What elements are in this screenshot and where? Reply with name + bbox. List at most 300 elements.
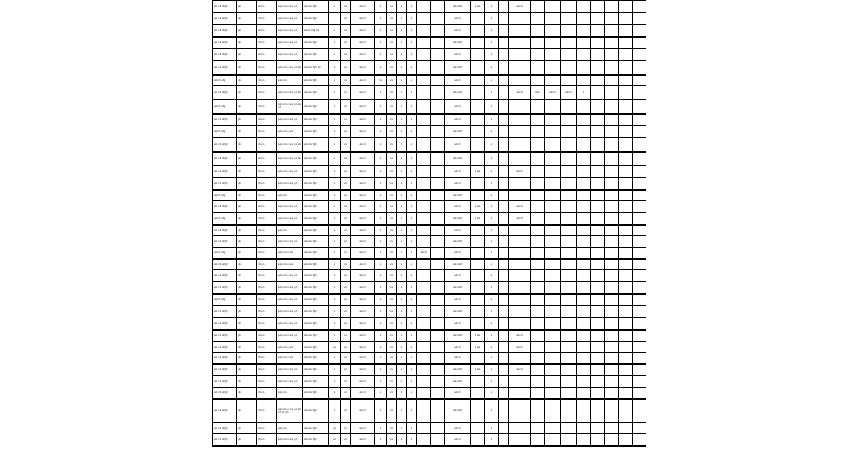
table-cell: [591, 190, 605, 201]
table-cell: pqrs tuv wx yz: [277, 166, 303, 178]
table-cell: x: [485, 364, 499, 376]
table-cell: abcd: [445, 270, 471, 282]
table-cell: abcd: [445, 25, 471, 37]
table-cell: xx: [341, 201, 351, 213]
table-cell: [499, 364, 509, 376]
table-row: [213, 376, 647, 388]
table-cell: ab cd efgh: [213, 37, 237, 49]
table-cell: x: [375, 376, 387, 388]
table-cell: [577, 213, 591, 225]
table-cell: [591, 282, 605, 294]
table-cell: x: [407, 100, 417, 114]
table-cell: [561, 259, 577, 270]
table-cell: pqrs tuv wx yz: [277, 25, 303, 37]
table-cell: [431, 75, 445, 86]
table-cell: [531, 423, 545, 434]
table-cell: [545, 75, 561, 86]
table-cell: abcdef: [445, 86, 471, 100]
table-cell: [417, 126, 431, 138]
table-cell: [619, 49, 633, 61]
table-cell: [509, 13, 531, 25]
table-cell: [633, 330, 647, 342]
table-cell: pqrs tuv wx yz: [277, 114, 303, 126]
table-cell: x: [485, 114, 499, 126]
table-cell: [577, 318, 591, 330]
table-cell: [499, 318, 509, 330]
table-cell: [499, 423, 509, 434]
table-cell: abcde fgh: [303, 49, 329, 61]
table-cell: x: [329, 61, 341, 75]
table-cell: x: [375, 236, 387, 248]
table-cell: [417, 61, 431, 75]
table-cell: lmno: [257, 86, 277, 100]
table-cell: [605, 126, 619, 138]
table-cell: abcd: [545, 86, 561, 100]
table-row: [213, 178, 647, 190]
table-cell: x: [485, 25, 499, 37]
table-cell: x: [407, 330, 417, 342]
table-cell: x: [485, 37, 499, 49]
table-cell: [499, 236, 509, 248]
table-cell: abcde fgh: [303, 201, 329, 213]
table-cell: abcdef: [445, 282, 471, 294]
table-cell: x: [375, 306, 387, 318]
table-cell: [471, 25, 485, 37]
table-cell: [431, 423, 445, 434]
table-cell: abcde fgh ijk: [303, 61, 329, 75]
table-cell: [561, 270, 577, 282]
table-cell: xx: [329, 342, 341, 353]
table-cell: [431, 25, 445, 37]
table-cell: abcd: [445, 49, 471, 61]
table-cell: x: [329, 75, 341, 86]
table-cell: [619, 37, 633, 49]
table-cell: [561, 152, 577, 166]
table-cell: xx: [329, 434, 341, 446]
table-cell: [577, 259, 591, 270]
table-cell: [531, 330, 545, 342]
table-cell: xx: [341, 434, 351, 446]
table-cell: x: [397, 213, 407, 225]
table-cell: [633, 61, 647, 75]
table-cell: x: [329, 100, 341, 114]
table-cell: [605, 294, 619, 306]
table-cell: abcd: [351, 282, 375, 294]
table-cell: x: [375, 114, 387, 126]
table-cell: ijk: [237, 388, 257, 399]
table-cell: [417, 376, 431, 388]
table-cell: x: [407, 213, 417, 225]
table-cell: [545, 138, 561, 152]
table-cell: pqrs tuv wx yz ab: [277, 86, 303, 100]
table-cell: [471, 376, 485, 388]
table-cell: [605, 342, 619, 353]
table-cell: abcdef: [445, 376, 471, 388]
table-cell: ab cd efgh: [213, 306, 237, 318]
table-cell: [619, 236, 633, 248]
table-cell: pqrs tuv wx yz ab: [277, 61, 303, 75]
table-cell: ijk: [237, 434, 257, 446]
table-cell: x: [397, 25, 407, 37]
table-cell: [431, 364, 445, 376]
table-cell: xx: [341, 178, 351, 190]
table-cell: [561, 13, 577, 25]
table-cell: x: [485, 330, 499, 342]
table-cell: x: [397, 75, 407, 86]
table-cell: abcd: [445, 342, 471, 353]
table-cell: [577, 75, 591, 86]
table-cell: [561, 318, 577, 330]
table-cell: [633, 318, 647, 330]
table-cell: [605, 318, 619, 330]
table-cell: xx: [341, 236, 351, 248]
table-cell: abcd: [445, 353, 471, 364]
table-row: [213, 166, 647, 178]
table-cell: [471, 37, 485, 49]
table-cell: [471, 100, 485, 114]
table-cell: [619, 342, 633, 353]
table-cell: [605, 399, 619, 423]
table-cell: ab cd efgh: [213, 236, 237, 248]
table-cell: xx: [387, 178, 397, 190]
table-cell: x: [485, 434, 499, 446]
table-cell: abcde fgh: [303, 330, 329, 342]
table-cell: [561, 236, 577, 248]
table-cell: x: [329, 282, 341, 294]
table-cell: [471, 353, 485, 364]
table-cell: [431, 1, 445, 13]
table-cell: [545, 166, 561, 178]
table-row: [213, 86, 647, 100]
table-cell: lmno: [257, 152, 277, 166]
table-cell: pqrs tu: [277, 190, 303, 201]
table-cell: [531, 152, 545, 166]
table-cell: abcdef: [445, 306, 471, 318]
table-cell: [531, 248, 545, 259]
table-cell: [471, 248, 485, 259]
table-cell: abcdef: [445, 259, 471, 270]
table-cell: x: [329, 37, 341, 49]
table-cell: abcd: [445, 388, 471, 399]
table-cell: [417, 178, 431, 190]
table-cell: [577, 388, 591, 399]
table-cell: [591, 434, 605, 446]
table-cell: [545, 100, 561, 114]
table-cell: x: [485, 61, 499, 75]
table-cell: [591, 201, 605, 213]
table-cell: ab cd efgh: [213, 330, 237, 342]
table-cell: xx: [341, 306, 351, 318]
table-cell: x: [375, 178, 387, 190]
table-cell: [619, 201, 633, 213]
table-cell: x: [375, 388, 387, 399]
table-cell: [577, 423, 591, 434]
table-cell: [605, 213, 619, 225]
table-cell: abcdef: [445, 126, 471, 138]
table-cell: xx: [387, 152, 397, 166]
table-cell: ab cd efgh: [213, 423, 237, 434]
table-cell: [545, 225, 561, 236]
table-cell: [619, 330, 633, 342]
table-cell: abcde fgh: [303, 75, 329, 86]
table-cell: x: [485, 318, 499, 330]
table-cell: [561, 330, 577, 342]
table-cell: pqrs tuv wx yz: [277, 49, 303, 61]
table-cell: abcd: [445, 434, 471, 446]
table-cell: lmno: [257, 364, 277, 376]
table-cell: [499, 178, 509, 190]
table-cell: x: [375, 270, 387, 282]
table-cell: abcde fgh: [303, 225, 329, 236]
table-cell: x: [577, 86, 591, 100]
table-cell: x: [485, 423, 499, 434]
table-cell: abcd: [445, 100, 471, 114]
table-cell: [417, 399, 431, 423]
table-cell: [561, 49, 577, 61]
table-cell: ab cd efgh: [213, 342, 237, 353]
table-cell: pqrs tuv wx yz ab cd ef gh: [277, 399, 303, 423]
table-cell: [619, 270, 633, 282]
table-cell: xx: [341, 353, 351, 364]
table-cell: [431, 190, 445, 201]
table-cell: [471, 152, 485, 166]
table-cell: abcdef: [445, 37, 471, 49]
table-cell: [591, 248, 605, 259]
table-cell: [605, 353, 619, 364]
table-cell: [577, 190, 591, 201]
table-cell: abcd: [351, 1, 375, 13]
table-cell: xx: [341, 152, 351, 166]
table-cell: x: [329, 330, 341, 342]
table-cell: [545, 342, 561, 353]
table-cell: [619, 126, 633, 138]
table-cell: x: [397, 86, 407, 100]
table-cell: ab cd efgh: [213, 114, 237, 126]
table-cell: [499, 270, 509, 282]
table-cell: [417, 330, 431, 342]
table-cell: [633, 236, 647, 248]
table-cell: pqrs tu: [277, 388, 303, 399]
table-cell: lmno: [257, 190, 277, 201]
table-cell: [591, 342, 605, 353]
table-cell: abcd: [509, 213, 531, 225]
table-cell: [417, 423, 431, 434]
table-cell: abcd: [351, 353, 375, 364]
table-cell: [431, 138, 445, 152]
table-row: [213, 318, 647, 330]
table-cell: [499, 86, 509, 100]
table-cell: pqrs tu: [277, 75, 303, 86]
table-cell: x ab: [471, 166, 485, 178]
table-cell: [633, 282, 647, 294]
table-cell: x: [485, 376, 499, 388]
table-cell: x: [485, 353, 499, 364]
table-cell: ijk: [237, 294, 257, 306]
table-cell: abcd: [351, 318, 375, 330]
table-cell: [591, 166, 605, 178]
table-cell: [499, 306, 509, 318]
table-cell: x: [397, 342, 407, 353]
table-cell: [509, 248, 531, 259]
table-cell: [509, 138, 531, 152]
spreadsheet-page: [212, 0, 646, 450]
table-cell: [531, 61, 545, 75]
table-cell: [545, 388, 561, 399]
table-cell: [577, 37, 591, 49]
table-cell: [619, 138, 633, 152]
table-cell: [509, 61, 531, 75]
table-cell: [577, 178, 591, 190]
table-cell: [577, 282, 591, 294]
table-cell: [633, 178, 647, 190]
table-cell: ijk: [237, 25, 257, 37]
table-cell: [499, 1, 509, 13]
table-cell: [431, 399, 445, 423]
table-cell: x: [397, 423, 407, 434]
table-cell: [591, 138, 605, 152]
table-cell: x: [397, 364, 407, 376]
table-cell: [633, 126, 647, 138]
table-cell: x: [407, 376, 417, 388]
table-cell: x: [375, 342, 387, 353]
table-cell: [545, 364, 561, 376]
table-cell: ijk: [237, 399, 257, 423]
table-cell: x: [407, 37, 417, 49]
table-cell: x: [407, 1, 417, 13]
table-cell: abcde fgh: [303, 114, 329, 126]
table-cell: [633, 49, 647, 61]
table-cell: [431, 330, 445, 342]
table-cell: pqrs tuv wx: [277, 126, 303, 138]
table-cell: lmno: [257, 114, 277, 126]
table-cell: [561, 75, 577, 86]
table-cell: x: [397, 126, 407, 138]
table-cell: [591, 353, 605, 364]
table-cell: x: [397, 259, 407, 270]
table-cell: ijk: [237, 318, 257, 330]
table-cell: pqrs tuv wx: [277, 248, 303, 259]
table-cell: x: [407, 126, 417, 138]
table-cell: x: [485, 152, 499, 166]
table-cell: ijk: [237, 100, 257, 114]
table-cell: abcd: [509, 201, 531, 213]
table-cell: abcde fgh: [303, 178, 329, 190]
table-cell: x: [407, 248, 417, 259]
table-cell: [509, 178, 531, 190]
table-cell: abcde fgh: [303, 213, 329, 225]
table-cell: [509, 318, 531, 330]
table-cell: xx: [341, 342, 351, 353]
table-cell: x: [485, 138, 499, 152]
table-cell: xx: [341, 423, 351, 434]
table-cell: lmno: [257, 353, 277, 364]
table-cell: xx: [341, 1, 351, 13]
table-cell: pqrs tuv wx yz: [277, 13, 303, 25]
table-cell: [545, 37, 561, 49]
table-cell: [471, 294, 485, 306]
table-cell: [499, 100, 509, 114]
table-cell: lmno: [257, 294, 277, 306]
table-cell: [633, 388, 647, 399]
table-cell: abcd: [351, 364, 375, 376]
table-cell: xx: [387, 100, 397, 114]
table-cell: [561, 225, 577, 236]
table-cell: abcde fgh: [303, 318, 329, 330]
table-cell: [561, 25, 577, 37]
table-row: [213, 236, 647, 248]
table-cell: xx: [387, 388, 397, 399]
table-cell: [499, 376, 509, 388]
table-cell: [633, 259, 647, 270]
table-cell: [545, 152, 561, 166]
table-cell: [545, 376, 561, 388]
table-cell: [531, 37, 545, 49]
table-cell: x: [485, 270, 499, 282]
table-cell: [561, 294, 577, 306]
table-cell: x: [407, 306, 417, 318]
table-cell: [431, 152, 445, 166]
table-cell: [509, 126, 531, 138]
table-cell: x: [485, 259, 499, 270]
table-cell: [577, 49, 591, 61]
table-cell: x: [485, 248, 499, 259]
table-cell: abcd: [351, 86, 375, 100]
table-cell: [431, 376, 445, 388]
table-cell: abcd: [445, 423, 471, 434]
table-cell: [499, 138, 509, 152]
table-cell: [591, 213, 605, 225]
table-cell: [531, 49, 545, 61]
table-cell: [561, 178, 577, 190]
table-cell: x: [407, 61, 417, 75]
table-cell: ijk: [237, 152, 257, 166]
table-row: [213, 270, 647, 282]
table-cell: [499, 330, 509, 342]
table-cell: [591, 376, 605, 388]
table-cell: ijk: [237, 364, 257, 376]
table-cell: [605, 49, 619, 61]
table-cell: [531, 114, 545, 126]
table-cell: abcde fgh: [303, 306, 329, 318]
table-cell: [605, 282, 619, 294]
table-cell: x: [397, 225, 407, 236]
table-cell: [471, 434, 485, 446]
table-cell: [417, 201, 431, 213]
table-cell: x: [397, 152, 407, 166]
table-cell: x: [375, 201, 387, 213]
table-cell: x: [485, 190, 499, 201]
table-cell: x: [485, 178, 499, 190]
table-cell: [619, 100, 633, 114]
table-cell: [417, 114, 431, 126]
table-cell: x: [375, 25, 387, 37]
table-cell: [605, 248, 619, 259]
table-cell: [471, 61, 485, 75]
table-cell: [545, 126, 561, 138]
table-cell: [619, 61, 633, 75]
table-row: [213, 25, 647, 37]
table-cell: [591, 114, 605, 126]
table-cell: abcd efg: [213, 213, 237, 225]
table-cell: [471, 399, 485, 423]
table-cell: abcd: [351, 434, 375, 446]
table-cell: x: [329, 166, 341, 178]
table-cell: [531, 294, 545, 306]
table-cell: xx: [387, 330, 397, 342]
table-cell: x: [375, 423, 387, 434]
table-cell: [417, 434, 431, 446]
table-cell: abcd: [445, 114, 471, 126]
